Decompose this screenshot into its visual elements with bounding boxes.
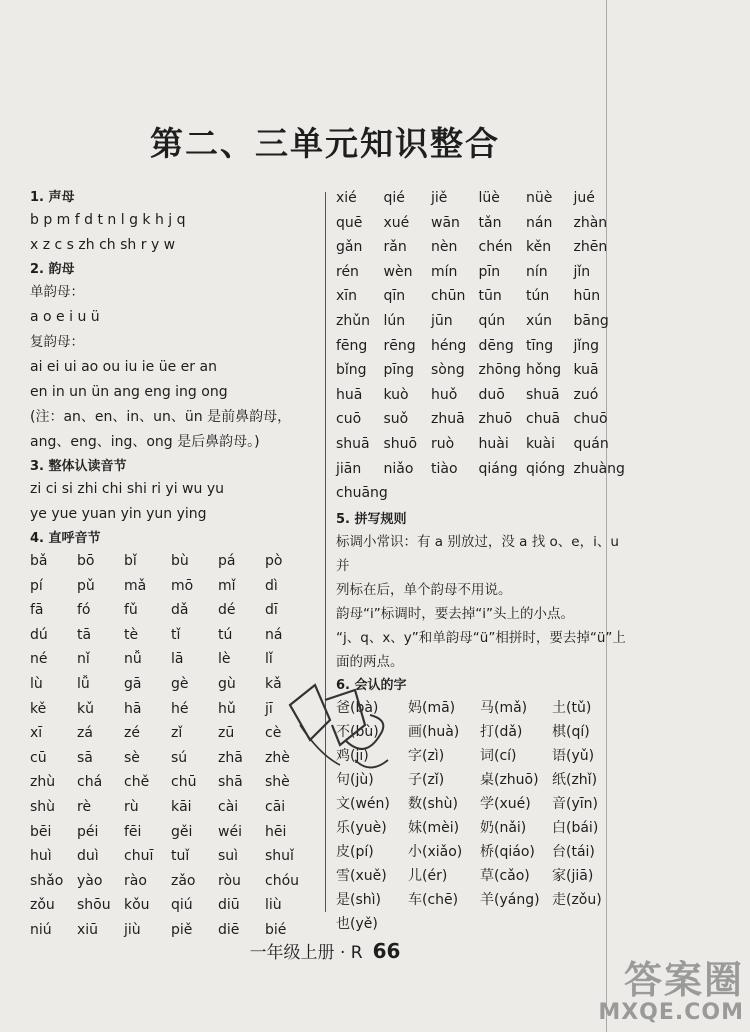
character-item: 雪(xuě) — [336, 867, 387, 884]
zhengti-line-1: zi ci si zhi chi shi ri yi wu yu — [30, 481, 224, 497]
syllable-item: niú — [30, 921, 52, 938]
syllable-item: qióng — [526, 460, 566, 477]
syllable-item: tè — [124, 626, 139, 643]
syllable-item: shǎo — [30, 872, 64, 889]
syllable-item: zhù — [30, 774, 56, 791]
syllable-item: xué — [383, 214, 410, 231]
syllable-item: diū — [218, 897, 240, 914]
syllable-item: sè — [124, 749, 140, 766]
syllable-item: dǎ — [171, 602, 189, 619]
syllable-item: tūn — [478, 288, 502, 305]
character-item: 草(cǎo) — [480, 867, 530, 884]
syllable-item: gěi — [171, 823, 193, 840]
syllable-item: ruò — [431, 435, 455, 452]
syllable-item: rè — [77, 798, 92, 815]
character-item: 棋(qí) — [552, 723, 590, 740]
shengmu-line-2: x z c s zh ch sh r y w — [30, 237, 176, 253]
syllable-item: kuài — [526, 435, 556, 452]
syllable-item: gù — [218, 675, 236, 692]
character-item: 词(cí) — [480, 747, 517, 764]
syllable-item: piě — [171, 921, 193, 938]
syllable-item: dī — [265, 602, 278, 619]
rule-line-4: “j、q、x、y”和单韵母“ü”相拼时，要去掉“ü”上 — [336, 629, 626, 646]
syllable-item: pá — [218, 553, 236, 569]
character-item: 奶(nǎi) — [480, 819, 527, 836]
syllable-item: lǚ — [77, 675, 90, 692]
syllable-item: shā — [218, 774, 243, 791]
rule-line-5: 面的两点。 — [336, 653, 404, 670]
syllable-item: pīn — [478, 263, 501, 280]
syllable-item: cài — [218, 798, 239, 815]
syllable-item: rù — [124, 798, 139, 815]
syllable-item: lǐ — [265, 651, 273, 668]
syllable-item: tǐ — [171, 626, 181, 643]
syllable-item: tīng — [526, 337, 554, 354]
syllable-item: nǚ — [124, 651, 142, 668]
syllable-grid-right — [336, 186, 636, 506]
character-item: 鸡(jī) — [336, 747, 369, 764]
syllable-item: zhā — [218, 749, 243, 766]
section-title-rules: 5. 拼写规则 — [336, 511, 407, 527]
syllable-item: zuó — [573, 386, 599, 403]
syllable-item: héng — [431, 337, 467, 354]
syllable-item: cuō — [336, 411, 362, 428]
syllable-item: zhè — [265, 749, 290, 766]
syllable-item: kāi — [171, 798, 192, 815]
syllable-item: zū — [218, 725, 235, 742]
character-item: 台(tái) — [552, 843, 595, 860]
character-item: 子(zǐ) — [408, 771, 445, 788]
character-item: 音(yīn) — [552, 795, 598, 812]
yunmu-note: (注：an、en、in、un、ün 是前鼻韵母，ang、eng、ing、ong 是后鼻韵母。) — [30, 409, 292, 450]
character-item: 字(zì) — [408, 747, 445, 764]
character-item: 土(tǔ) — [552, 699, 592, 716]
syllable-item: xī — [30, 725, 43, 742]
syllable-item: nín — [526, 263, 548, 280]
syllable-item: chuā — [526, 411, 561, 428]
fu-yunmu-line-2: en in un ün ang eng ing ong — [30, 384, 228, 400]
syllable-item: bié — [265, 921, 287, 938]
character-item: 是(shì) — [336, 891, 381, 908]
page-number: 66 — [372, 939, 401, 963]
syllable-item: qīn — [383, 288, 406, 305]
syllable-item: lè — [218, 651, 231, 668]
syllable-item: dì — [265, 577, 278, 594]
syllable-item: bēi — [30, 823, 52, 840]
syllable-item: shuō — [383, 435, 418, 452]
syllable-item: bǎ — [30, 553, 48, 569]
syllable-item: suǒ — [383, 411, 409, 428]
syllable-item: zǒu — [30, 897, 55, 914]
syllable-item: jiù — [124, 921, 141, 938]
syllable-item: dēng — [478, 337, 514, 354]
syllable-item: shuǐ — [265, 848, 294, 865]
syllable-item: chá — [77, 774, 103, 791]
syllable-item: hūn — [573, 288, 601, 305]
syllable-item: tú — [218, 626, 233, 643]
section-title-shengmu: 1. 声母 — [30, 190, 75, 205]
syllable-item: fā — [30, 602, 44, 619]
syllable-item: shuā — [526, 386, 560, 403]
syllable-item: pǔ — [77, 577, 95, 594]
syllable-item: gǎn — [336, 239, 363, 256]
syllable-item: nüè — [526, 190, 553, 206]
syllable-item: zhēn — [573, 239, 608, 256]
syllable-item: chuī — [124, 848, 154, 865]
rule-line-2: 列标在后，单个韵母不用说。 — [336, 581, 512, 598]
syllable-item: tuǐ — [171, 848, 190, 865]
dan-yunmu-list: a o e i u ü — [30, 309, 100, 325]
section-title-yunmu: 2. 韵母 — [30, 262, 75, 277]
syllable-item: jiě — [431, 190, 448, 206]
syllable-item: quán — [573, 435, 609, 452]
syllable-item: chě — [124, 774, 150, 791]
watermark-line-2: MXQE.COM — [598, 1000, 744, 1025]
syllable-item: huǒ — [431, 386, 458, 403]
syllable-item: rén — [336, 263, 359, 280]
character-item: 皮(pí) — [336, 843, 374, 860]
syllable-item: kǒu — [124, 897, 150, 914]
footer-label: 一年级上册 · R — [249, 943, 363, 963]
section-title-chars: 6. 会认的字 — [336, 677, 407, 693]
syllable-item: diē — [218, 921, 240, 938]
character-item: 小(xiǎo) — [408, 843, 463, 860]
character-item: 妈(mā) — [408, 699, 456, 716]
syllable-item: pí — [30, 577, 43, 594]
syllable-item: hēi — [265, 823, 287, 840]
syllable-item: zé — [124, 725, 140, 742]
syllable-item: quē — [336, 214, 363, 231]
character-item: 桌(zhuō) — [480, 771, 539, 788]
fu-yunmu-label: 复韵母： — [30, 334, 84, 350]
syllable-item: zhuā — [431, 411, 465, 428]
shengmu-line-1: b p m f d t n l g k h j q — [30, 212, 186, 228]
syllable-item: shù — [30, 798, 56, 815]
syllable-item: huì — [30, 848, 52, 865]
syllable-item: fēi — [124, 823, 142, 840]
syllable-item: hǒng — [526, 362, 562, 379]
syllable-item: suì — [218, 848, 239, 865]
dan-yunmu-label: 单韵母： — [30, 284, 84, 300]
character-item: 桥(qiáo) — [480, 843, 535, 860]
character-item: 语(yǔ) — [552, 747, 595, 764]
syllable-item: xié — [336, 190, 357, 206]
syllable-item: bǐ — [124, 553, 137, 569]
syllable-item: shuā — [336, 435, 370, 452]
syllable-item: fēng — [336, 337, 368, 354]
syllable-item: bù — [171, 553, 189, 569]
syllable-item: tiào — [431, 460, 458, 477]
syllable-item: qié — [383, 190, 405, 206]
syllable-item: hé — [171, 700, 189, 717]
page-title: 第二、三单元知识整合 — [150, 124, 500, 163]
page-footer — [0, 938, 650, 963]
syllable-item: dú — [30, 626, 48, 643]
character-item: 句(jù) — [336, 771, 374, 788]
syllable-item: xiū — [77, 921, 99, 938]
column-divider — [325, 192, 326, 912]
syllable-item: jī — [265, 700, 273, 717]
syllable-item: kǔ — [77, 700, 94, 717]
syllable-item: shè — [265, 774, 290, 791]
syllable-item: nǐ — [77, 651, 90, 668]
syllable-item: tā — [77, 626, 92, 643]
character-item: 也(yě) — [336, 915, 378, 932]
character-item: 走(zǒu) — [552, 891, 602, 908]
zhengti-line-2: ye yue yuan yin yun ying — [30, 506, 207, 522]
character-item: 文(wén) — [336, 795, 390, 812]
syllable-item: ná — [265, 626, 283, 643]
syllable-item: lún — [383, 312, 406, 329]
syllable-item: mín — [431, 263, 458, 280]
section-title-zhihu: 4. 直呼音节 — [30, 531, 101, 546]
syllable-item: duì — [77, 848, 99, 865]
character-item: 不(bù) — [336, 723, 379, 740]
syllable-item: bāng — [573, 312, 609, 329]
syllable-item: wān — [431, 214, 460, 231]
syllable-item: chuō — [573, 411, 608, 428]
syllable-item: kuā — [573, 362, 599, 379]
character-item: 车(chē) — [408, 891, 459, 908]
syllable-item: ròu — [218, 872, 241, 889]
syllable-item: sú — [171, 749, 188, 766]
handwritten-scribble — [270, 665, 410, 785]
syllable-item: rào — [124, 872, 147, 889]
syllable-item: jǐn — [573, 263, 591, 280]
syllable-item: pò — [265, 553, 283, 569]
syllable-item: nèn — [431, 239, 458, 256]
syllable-item: lüè — [478, 190, 500, 206]
right-column — [336, 186, 636, 936]
syllable-item: mǐ — [218, 577, 236, 594]
syllable-item: wèn — [383, 263, 413, 280]
syllable-item: kuò — [383, 386, 409, 403]
syllable-item: cè — [265, 725, 282, 742]
syllable-item: jué — [573, 190, 595, 206]
watermark-line-1: 答案圈 — [623, 958, 744, 1002]
syllable-item: bō — [77, 553, 95, 569]
syllable-item: zhuō — [478, 411, 513, 428]
syllable-item: chuāng — [336, 485, 388, 502]
character-item: 儿(ér) — [408, 867, 448, 884]
syllable-item: qún — [478, 312, 506, 329]
rule-line-1: 标调小常识：有 a 别放过，没 a 找 o、e，i、u 并 — [336, 533, 619, 574]
syllable-item: huā — [336, 386, 363, 403]
syllable-item: kě — [30, 700, 47, 717]
syllable-item: huài — [478, 435, 509, 452]
character-item: 羊(yáng) — [480, 891, 540, 908]
character-item: 画(huà) — [408, 723, 460, 740]
syllable-item: xún — [526, 312, 553, 329]
syllable-item: cū — [30, 749, 47, 766]
character-item: 数(shù) — [408, 795, 458, 812]
character-item: 乐(yuè) — [336, 819, 387, 836]
syllable-item: chū — [171, 774, 197, 791]
syllable-item: zǐ — [171, 725, 183, 742]
syllable-item: cāi — [265, 798, 286, 815]
section-title-zhengti: 3. 整体认读音节 — [30, 459, 127, 474]
syllable-item: zhàn — [573, 214, 608, 231]
rule-line-3: 韵母“i”标调时，要去掉“i”头上的小点。 — [336, 605, 574, 622]
syllable-item: rēng — [383, 337, 416, 354]
syllable-item: sā — [77, 749, 93, 766]
syllable-item: chūn — [431, 288, 466, 305]
syllable-item: zhuàng — [573, 460, 625, 477]
syllable-item: dé — [218, 602, 236, 619]
syllable-item: jūn — [431, 312, 453, 329]
character-item: 学(xué) — [480, 795, 531, 812]
syllable-item: yào — [77, 872, 103, 889]
character-item: 家(jiā) — [552, 867, 594, 884]
syllable-item: liù — [265, 897, 282, 914]
syllable-item: péi — [77, 823, 99, 840]
syllable-item: lā — [171, 651, 184, 668]
syllable-item: gā — [124, 675, 142, 692]
syllable-item: hā — [124, 700, 142, 717]
syllable-item: kǎ — [265, 675, 282, 692]
syllable-item: hǔ — [218, 700, 236, 717]
syllable-item: jǐng — [573, 337, 600, 354]
syllable-item: duō — [478, 386, 505, 403]
watermark — [598, 960, 744, 1026]
syllable-item: zá — [77, 725, 93, 742]
syllable-item: tǎn — [478, 214, 502, 231]
syllable-item: fǔ — [124, 602, 138, 619]
syllable-item: lù — [30, 675, 43, 692]
syllable-item: nán — [526, 214, 553, 231]
syllable-item: pīng — [383, 362, 415, 379]
syllable-item: né — [30, 651, 48, 668]
syllable-item: zhōng — [478, 362, 522, 379]
syllable-item: niǎo — [383, 460, 414, 477]
character-item: 打(dǎ) — [480, 723, 523, 740]
syllable-item: mǎ — [124, 577, 147, 594]
fu-yunmu-line-1: ai ei ui ao ou iu ie üe er an — [30, 359, 217, 375]
syllable-item: xīn — [336, 288, 358, 305]
character-item: 白(bái) — [552, 819, 599, 836]
syllable-item: chén — [478, 239, 513, 256]
syllable-item: rǎn — [383, 239, 407, 256]
syllable-item: wéi — [218, 823, 242, 840]
left-column — [30, 186, 322, 943]
character-item: 马(mǎ) — [480, 699, 528, 716]
syllable-item: jiān — [336, 460, 362, 477]
syllable-item: chóu — [265, 872, 300, 889]
syllable-item: zhǔn — [336, 312, 370, 329]
syllable-item: zǎo — [171, 872, 196, 889]
syllable-item: gè — [171, 675, 189, 692]
syllable-item: kěn — [526, 239, 552, 256]
syllable-item: fó — [77, 602, 91, 619]
syllable-item: mō — [171, 577, 194, 594]
syllable-item: qiáng — [478, 460, 518, 477]
syllable-item: qiú — [171, 897, 193, 914]
syllable-item: tún — [526, 288, 550, 305]
character-item: 妹(mèi) — [408, 819, 460, 836]
syllable-item: bǐng — [336, 362, 367, 379]
character-item: 纸(zhǐ) — [552, 771, 598, 788]
syllable-item: shōu — [77, 897, 111, 914]
character-item: 爸(bà) — [336, 699, 379, 716]
syllable-item: sòng — [431, 362, 465, 379]
